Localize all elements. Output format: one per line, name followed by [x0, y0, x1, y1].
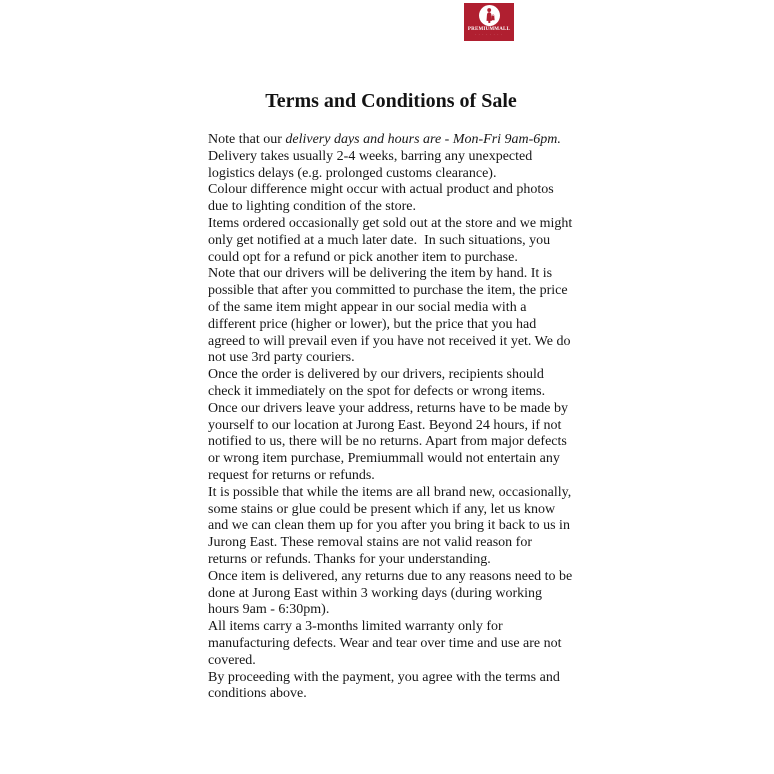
text-run: All items carry a 3-months limited warranty only for manufacturing defects. Wear and tear over time and use are not covered. — [208, 619, 566, 668]
paragraph — [208, 619, 574, 669]
text-run: It is possible that while the items are all brand new, occasionally, some stains or glue could be present which if any, let us know and we can clean them up for you after you bring it back to us in Jurong East. These removal stains are not valid reason for returns or refunds. Thanks for your understanding. — [208, 484, 575, 567]
page-title: Terms and Conditions of Sale — [265, 90, 517, 112]
text-run: Note that our drivers will be delivering the item by hand. It is possible that after you committed to purchase the item, the price of the same item might appear in our social media with a different price (higher or lower), but the price that you had agreed to will prevail even if you have not received it yet. We do not use 3rd party couriers. — [208, 266, 574, 366]
text-run: Note that our — [208, 132, 286, 147]
paragraph — [208, 569, 574, 619]
logo-tagline-text: · · · · · · · · — [474, 33, 504, 37]
paragraph — [208, 367, 574, 401]
paragraph — [208, 149, 574, 183]
text-run: Once the order is delivered by our drivers, recipients should check it immediately on the spot for defects or wrong items. — [208, 367, 548, 399]
paragraph — [208, 401, 574, 485]
text-run: Delivery takes usually 2-4 weeks, barring any unexpected logistics delays (e.g. prolonged customs clearance). — [208, 148, 536, 181]
text-run: Once item is delivered, any returns due to any reasons need to be done at Jurong East within 3 working days (during working hours 9am - 6:30pm). — [208, 568, 576, 618]
paragraph — [208, 670, 574, 704]
paragraph — [208, 132, 574, 149]
italic-text-run: delivery days and hours are - Mon-Fri 9am-6pm. — [285, 132, 561, 147]
logo-brand-text: PREMIUMMALL — [467, 27, 511, 32]
paragraph — [208, 182, 574, 216]
paragraph — [208, 266, 574, 367]
paragraph — [208, 216, 574, 266]
paragraph — [208, 485, 574, 569]
text-run: By proceeding with the payment, you agree with the terms and conditions above. — [208, 669, 564, 702]
document-content — [208, 0, 574, 703]
document-body — [208, 132, 574, 703]
text-run: Once our drivers leave your address, returns have to be made by yourself to our location at Jurong East. Beyond 24 hours, if not notified to us, there will be no returns. Apart from major defects or wrong item purchase, Premiummall would not entertain any request for returns or refunds. — [208, 400, 572, 483]
text-run: Colour difference might occur with actual product and photos due to lighting condition of the store. — [208, 182, 558, 215]
text-run: Items ordered occasionally get sold out at the store and we might only get notified at a much later date. In such situations, you could opt for a refund or pick another item to purchase. — [208, 215, 576, 265]
